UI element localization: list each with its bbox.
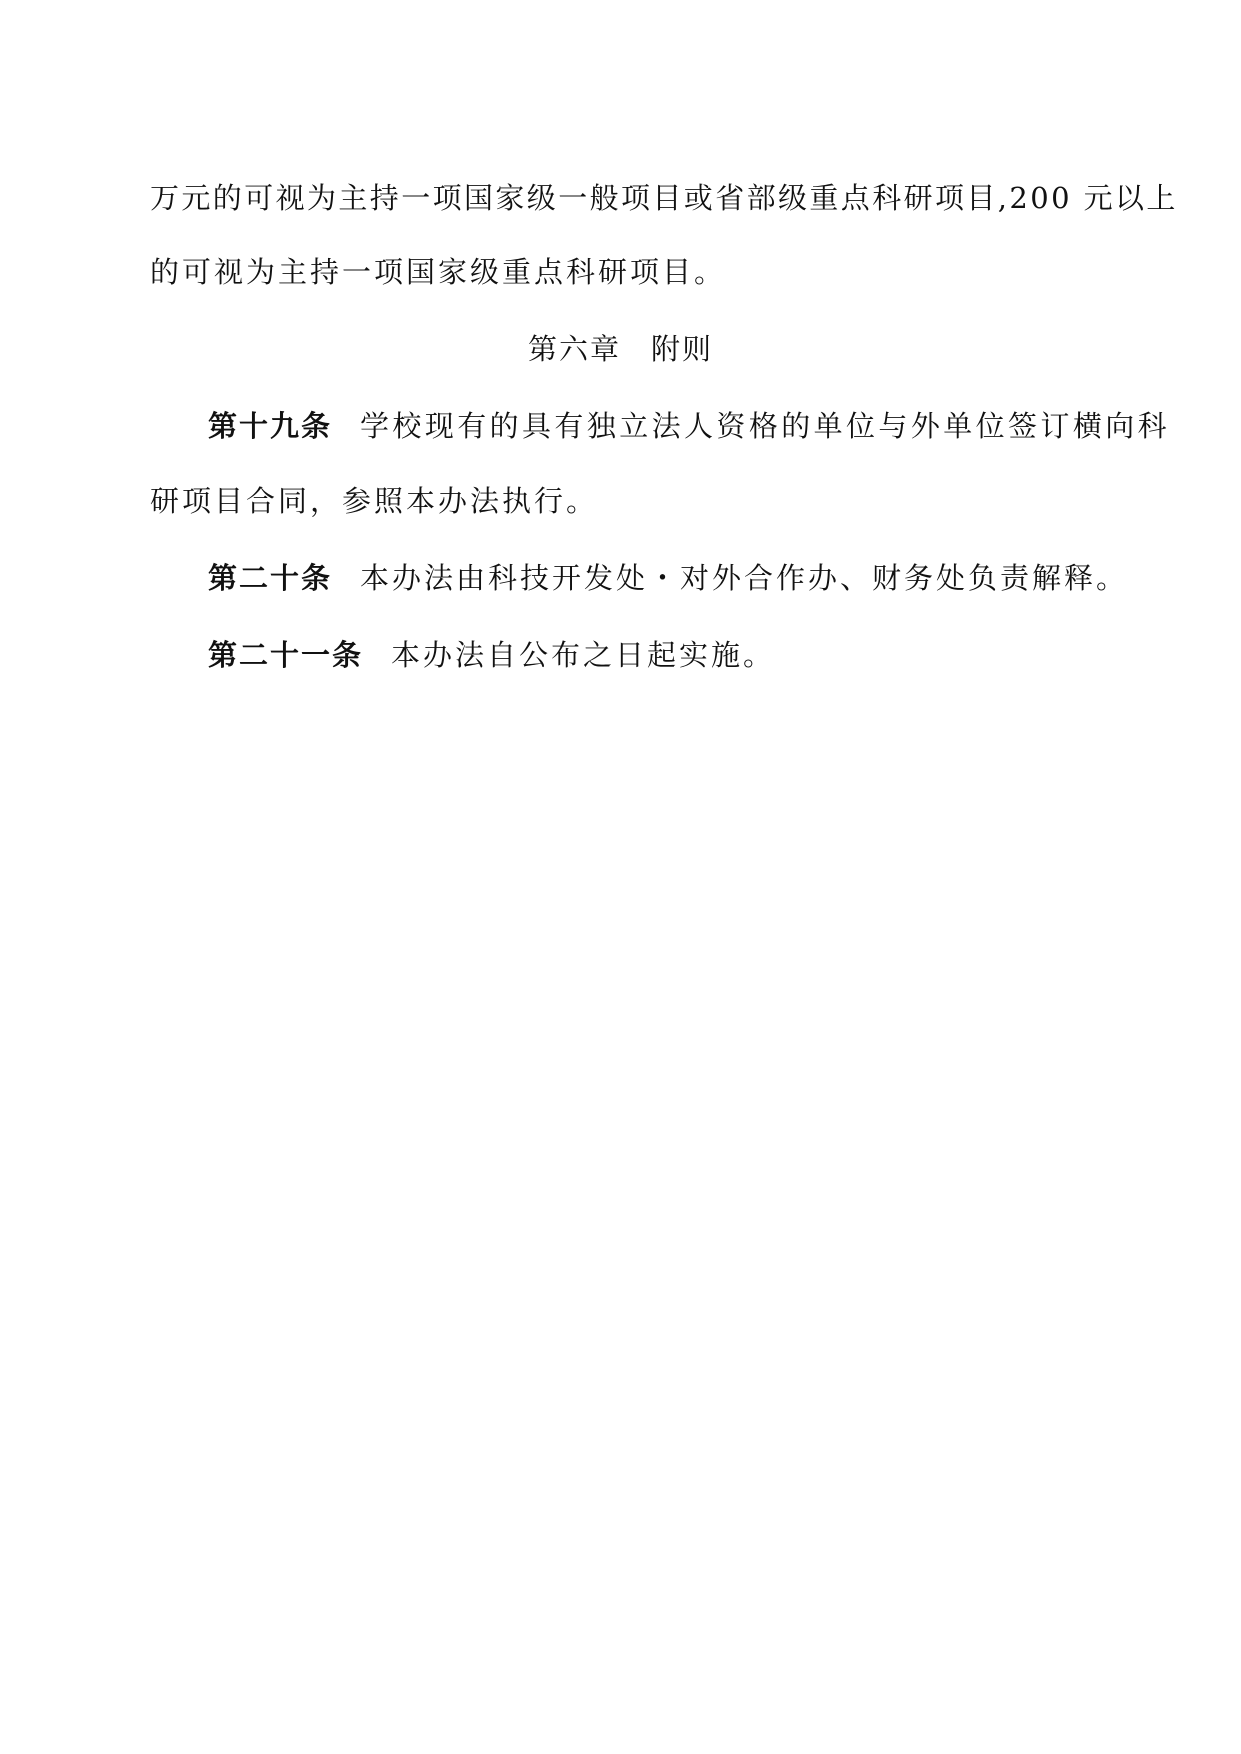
article-text: 本办法自公布之日起实施。 (391, 638, 776, 672)
article-label: 第二十条 (208, 561, 333, 595)
body-text-line: 万元的可视为主持一项国家级一般项目或省部级重点科研项目,200 元以上 (150, 181, 1178, 215)
article-19 (208, 406, 1170, 446)
article-text: 学校现有的具有独立法人资格的单位与外单位签订横向科 (360, 409, 1171, 443)
article-label: 第二十一条 (208, 638, 364, 672)
chapter-title: 附则 (651, 332, 714, 366)
article-21 (208, 635, 775, 675)
article-label: 第十九条 (208, 409, 333, 443)
chapter-heading (0, 329, 1241, 369)
article-20 (208, 558, 1128, 598)
body-text-line: 的可视为主持一项国家级重点科研项目。 (150, 255, 727, 289)
article-19-continuation: 研项目合同，参照本办法执行。 (150, 484, 599, 518)
chapter-number: 第六章 (527, 332, 621, 366)
article-text: 本办法由科技开发处・对外合作办、财务处负责解释。 (360, 561, 1129, 595)
